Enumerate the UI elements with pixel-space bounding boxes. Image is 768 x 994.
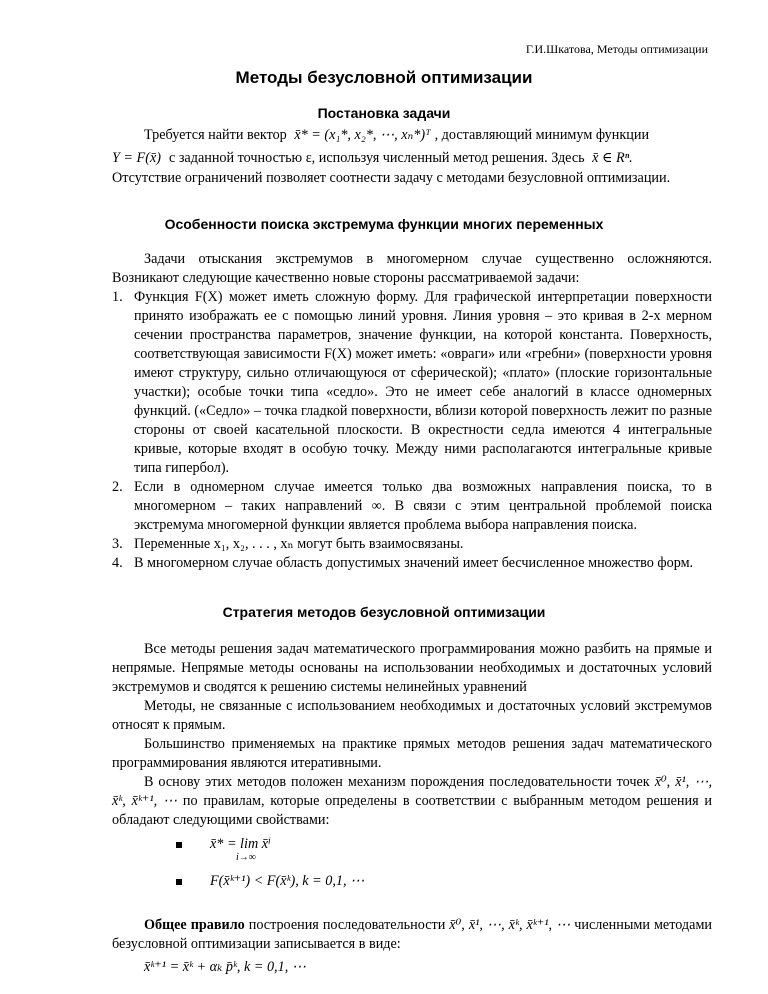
property-bullet-2	[176, 873, 364, 890]
list-item: 2. Если в одномерном случае имеется только два возможных направления поиска, то в многомерном – таких направлений ∞. В связи с этим центральной проблемой поиска экстремума многомерной функции является проблема выбора направления поиска.	[112, 479, 712, 533]
general-rule-bold: Общее правило	[144, 917, 245, 933]
property-bullet-1	[176, 836, 271, 853]
section-heading-problem: Постановка задачи	[317, 105, 451, 121]
features-list	[112, 288, 712, 573]
sequence-formula-2: x̄⁰, x̄¹, ⋯, x̄ᵏ, x̄ᵏ⁺¹, ⋯	[449, 917, 571, 933]
list-item: 3. Переменные x₁, x₂, . . . , xₙ могут быть взаимосвязаны.	[112, 536, 464, 552]
space-domain: x̄ ∈ Rⁿ.	[592, 150, 633, 166]
strategy-paragraph-3: Большинство применяемых на практике прямых методов решения задач математического программирования являются итеративными.	[112, 736, 712, 771]
page-title: Методы безусловной оптимизации	[235, 68, 533, 87]
problem-text-c: с заданной точностью ε, используя численный метод решения. Здесь	[168, 150, 585, 166]
list-item: 1. Функция F(X) может иметь сложную форму. Для графической интерпретации поверхности принято изображать ее с помощью линий уровня. Линия уровня – это кривая в 2-х мерном сечении пространства параметров, значение функции, на которой константа. Поверхность, соответствующая зависимости F(X) может иметь: «овраги» или «гребни» (поверхности уровня имеют структуру, сильно отличающуюся от сферической); «плато» (плоские горизонтальные участки); особые точки типа «седло». Это не имеет себе аналогий в классе одномерных функций. («Седло» – точка гладкой поверхности, вблизи которой поверхность лежит по разные стороны от своей касательной плоскости. В окрестности седла имеются 4 интегральные кривые, которые входят в особую точку. Между ними располагаются интегральные кривые типа гипербол).	[112, 289, 712, 476]
problem-line-2	[112, 149, 712, 168]
strategy-paragraph-4: В основу этих методов положен механизм порождения последовательности точек x̄⁰, x̄¹, ⋯, x̄ᵏ, x̄ᵏ⁺¹, ⋯ по правилам, которые определены в соответствии с выбранным методом решения и обладают следующими свойствами:	[112, 774, 712, 828]
iteration-formula: x̄ᵏ⁺¹ = x̄ᵏ + αₖ p̄ᵏ, k = 0,1, ⋯	[144, 959, 306, 975]
problem-text-a: Требуется найти вектор	[144, 127, 287, 143]
running-head: Г.И.Шкатова, Методы оптимизации	[525, 42, 708, 56]
features-intro: Задачи отыскания экстремумов в многомерном случае существенно осложняются. Возникают следующие качественно новые стороны рассматриваемой задачи:	[112, 251, 712, 286]
problem-line-3: Отсутствие ограничений позволяет соотнести задачу с методами безусловной оптимизации.	[112, 170, 671, 186]
square-bullet-icon	[176, 842, 182, 848]
problem-text-b: , доставляющий минимум функции	[434, 127, 650, 143]
general-rule-paragraph: Общее правило построения последовательности x̄⁰, x̄¹, ⋯, x̄ᵏ, x̄ᵏ⁺¹, ⋯ численными методами безусловной оптимизации записывается в виде:	[112, 917, 713, 952]
section-heading-strategy: Стратегия методов безусловной оптимизации	[222, 604, 546, 620]
list-item: 4. В многомерном случае область допустимых значений имеет бесчисленное множество форм.	[112, 555, 694, 571]
optimal-vector: x̄* = (x₁*, x₂*, ⋯, xₙ*)ᵀ	[294, 127, 431, 143]
monotonic-formula: F(x̄ᵏ⁺¹) < F(x̄ᵏ), k = 0,1, ⋯	[210, 873, 365, 889]
strategy-paragraph-2: Методы, не связанные с использованием необходимых и достаточных условий экстремумов относят к прямым.	[112, 698, 712, 733]
problem-line-1	[112, 126, 712, 145]
limit-subscript: i→∞	[236, 852, 256, 863]
sequence-formula: x̄⁰, x̄¹, ⋯, x̄ᵏ, x̄ᵏ⁺¹, ⋯	[112, 774, 712, 809]
objective-function: Y = F(x̄)	[112, 150, 161, 166]
strategy-paragraph-1: Все методы решения задач математического программирования можно разбить на прямые и непрямые. Непрямые методы основаны на использовании необходимых и достаточных условий экстремумов и сводятся к решению системы нелинейных уравнений	[112, 641, 712, 695]
section-heading-features: Особенности поиска экстремума функции многих переменных	[164, 216, 604, 232]
limit-formula: x̄* = lim x̄ⁱ	[210, 836, 271, 852]
square-bullet-icon	[176, 879, 182, 885]
